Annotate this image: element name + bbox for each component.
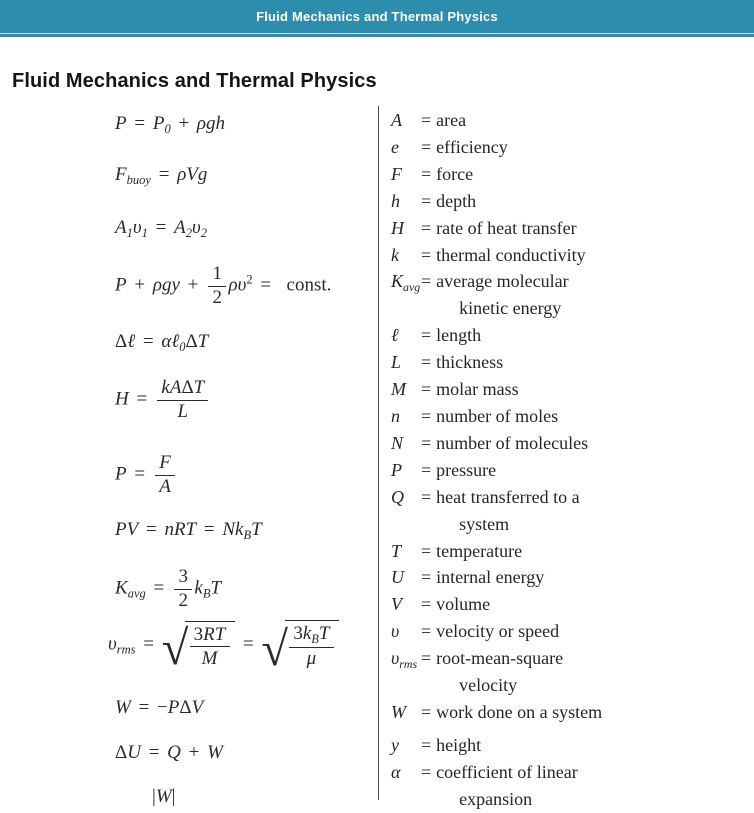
definition-row: [391, 759, 747, 813]
equals-sign: =: [421, 734, 432, 755]
definition-text: coefficient of linear: [436, 761, 578, 782]
column-divider: [378, 106, 379, 800]
page-title: Fluid Mechanics and Thermal Physics: [12, 70, 377, 92]
equals-sign: =: [421, 379, 432, 400]
math-token: h: [391, 190, 400, 211]
definition-row: [391, 107, 747, 134]
math-token: V: [191, 697, 204, 718]
variable-definition: [436, 134, 508, 161]
radicand: [185, 621, 235, 670]
definition-text: velocity or speed: [436, 621, 560, 642]
math-token: T: [193, 377, 205, 398]
equation-ideal-gas-law: [115, 519, 262, 542]
definition-text: rate of heat transfer: [436, 217, 577, 238]
variable-symbol: [391, 591, 421, 618]
math-token: =: [135, 633, 162, 655]
math-token: P: [115, 463, 127, 485]
variable-symbol: [391, 403, 421, 430]
variable-definition: [436, 591, 490, 618]
math-token: RT: [203, 623, 226, 645]
equation-continuity: [115, 217, 207, 240]
variable-symbol: [391, 268, 421, 301]
fraction: [174, 566, 192, 612]
math-token: ρgy: [152, 274, 180, 296]
variable-definition: [436, 268, 568, 322]
definition-text: temperature: [436, 540, 523, 561]
math-token: ρVg: [177, 164, 208, 185]
variable-definition: [436, 430, 588, 457]
definition-text: force: [436, 163, 474, 184]
definition-continuation: velocity: [459, 675, 518, 696]
math-token: A: [159, 475, 171, 497]
math-token: +: [126, 274, 153, 296]
math-token: P: [115, 113, 127, 134]
variable-definition: [436, 322, 481, 349]
definition-row: [391, 376, 747, 403]
math-token: υ: [108, 633, 117, 655]
math-token: Δ: [115, 331, 128, 352]
math-token: M: [391, 379, 406, 400]
equation-avg-kinetic-energy: [115, 566, 221, 612]
variable-symbol: [391, 699, 421, 726]
denominator: [190, 647, 230, 669]
denominator: [289, 648, 334, 670]
math-token: 1: [141, 226, 148, 240]
math-token: P: [115, 274, 127, 296]
math-token: Δ: [185, 331, 198, 352]
math-token: B: [311, 631, 319, 646]
math-token: rms: [399, 656, 418, 671]
denominator: [174, 590, 192, 612]
math-token: buoy: [126, 173, 151, 187]
denominator: [155, 476, 175, 498]
definition-row: [391, 430, 747, 457]
math-token: A: [391, 110, 402, 130]
math-token: F: [391, 163, 402, 184]
equation-efficiency-partial: [152, 786, 175, 808]
variable-definition: [436, 484, 579, 538]
equation-work-on-gas: [115, 697, 203, 719]
equals-sign: =: [421, 163, 432, 184]
math-token: M: [201, 647, 218, 669]
definition-text: root-mean-square: [436, 648, 564, 669]
math-token: =: [128, 388, 155, 410]
math-token: T: [318, 622, 330, 644]
variable-definition: [436, 564, 544, 591]
math-token: k: [391, 244, 399, 265]
math-token: 3: [193, 623, 204, 645]
equals-sign: =: [421, 136, 432, 157]
math-token: =: [126, 463, 153, 485]
radicand: [285, 620, 340, 670]
math-token: =: [126, 113, 153, 134]
equals-sign: =: [421, 110, 432, 130]
math-token: 0: [164, 122, 171, 136]
variable-symbol: [391, 484, 421, 511]
math-token: F: [159, 452, 171, 473]
math-token: ρυ: [228, 274, 247, 296]
math-token: +: [170, 113, 197, 134]
definition-text: heat transferred to a: [436, 486, 580, 507]
definition-row: [391, 188, 747, 215]
equals-sign: =: [421, 405, 432, 426]
definition-row: [391, 457, 747, 484]
fraction: [208, 263, 226, 309]
fraction: [157, 377, 208, 423]
equals-sign: =: [421, 325, 432, 346]
variable-symbol: [391, 215, 421, 242]
variable-definition: [436, 242, 585, 269]
variable-symbol: [391, 322, 421, 349]
variable-definition: [436, 188, 476, 215]
math-token: 2: [178, 589, 188, 611]
math-token: V: [391, 594, 402, 615]
numerator: [208, 263, 226, 287]
math-token: υ: [191, 217, 201, 238]
definition-text: molar mass: [436, 379, 519, 400]
math-token: k: [194, 577, 203, 599]
definition-text: internal energy: [436, 567, 545, 588]
math-token: avg: [127, 586, 146, 601]
definition-text: depth: [436, 190, 477, 211]
math-token: U: [127, 742, 141, 763]
definition-row: [391, 618, 747, 645]
math-token: =: [140, 742, 168, 763]
equation-first-law-thermodynamics: [115, 742, 223, 764]
variable-symbol: [391, 349, 421, 376]
definition-row: [391, 161, 747, 188]
equals-sign: =: [421, 486, 432, 507]
math-token: rms: [116, 642, 136, 657]
math-token: +: [180, 742, 208, 763]
math-token: H: [115, 388, 129, 410]
math-token: 3: [178, 566, 188, 587]
math-token: ℓ: [391, 325, 399, 346]
variable-symbol: [391, 188, 421, 215]
math-token: W: [155, 786, 172, 807]
variable-symbol: [391, 457, 421, 484]
definition-row: [391, 215, 747, 242]
math-token: υ: [391, 621, 400, 642]
math-token: ρgh: [196, 113, 226, 134]
definition-row: [391, 242, 747, 269]
math-token: 1: [126, 226, 133, 240]
equals-sign: =: [421, 540, 432, 561]
variable-symbol: [391, 242, 421, 269]
math-token: =: [138, 519, 165, 540]
definition-row: [391, 732, 747, 759]
variable-symbol: [391, 732, 421, 759]
variable-definition: [436, 618, 559, 645]
math-token: K: [115, 577, 128, 599]
definition-row: [391, 403, 747, 430]
math-token: T: [210, 577, 222, 599]
math-token: P: [152, 113, 165, 134]
definition-text: height: [436, 734, 482, 755]
definition-text: number of molecules: [436, 432, 589, 453]
math-token: 2: [185, 226, 192, 240]
math-token: Δ: [179, 697, 192, 718]
math-token: =: [235, 633, 262, 655]
math-token: n: [391, 405, 400, 426]
equation-bernoulli: [115, 263, 331, 309]
equals-sign: =: [421, 594, 432, 615]
equals-sign: =: [421, 621, 432, 642]
math-token: W: [115, 697, 131, 718]
section-header-title: Fluid Mechanics and Thermal Physics: [256, 9, 498, 24]
math-token: U: [391, 567, 404, 588]
definition-row: [391, 564, 747, 591]
definition-row: [391, 322, 747, 349]
math-token: T: [391, 540, 402, 561]
numerator: [289, 623, 334, 648]
square-root: [261, 620, 339, 676]
variable-definition: [436, 107, 466, 134]
definition-text: work done on a system: [436, 701, 603, 722]
definition-continuation: system: [459, 513, 510, 534]
definition-row: [391, 268, 747, 322]
equals-sign: =: [421, 701, 432, 722]
variable-definition: [436, 161, 473, 188]
variable-definition: [436, 349, 503, 376]
variable-definition: [436, 699, 602, 726]
variable-definition: [436, 403, 558, 430]
definition-continuation: kinetic energy: [459, 298, 562, 319]
math-token: avg: [403, 280, 421, 295]
math-token: = const.: [252, 274, 332, 296]
math-token: υ: [391, 648, 400, 669]
variable-definition: [436, 645, 563, 699]
math-token: ℓ: [127, 331, 136, 352]
definition-text: number of moles: [436, 405, 559, 426]
fraction: [289, 623, 334, 670]
definition-text: volume: [436, 594, 491, 615]
math-token: T: [251, 519, 262, 540]
definition-row: [391, 645, 747, 699]
math-token: B: [243, 528, 252, 542]
math-token: nRT: [164, 519, 197, 540]
math-token: 2: [246, 272, 253, 287]
definition-row: [391, 538, 747, 565]
numerator: [174, 566, 192, 590]
equals-sign: =: [421, 567, 432, 588]
definition-text: thickness: [436, 352, 504, 373]
definition-row: [391, 484, 747, 538]
math-token: =: [147, 217, 175, 238]
equals-sign: =: [421, 271, 432, 292]
definition-text: thermal conductivity: [436, 244, 586, 265]
radical-icon: √: [161, 621, 189, 675]
equals-sign: =: [421, 217, 432, 238]
numerator: [190, 624, 230, 648]
math-token: T: [197, 331, 209, 352]
math-token: P: [391, 459, 402, 480]
definition-text: length: [436, 325, 482, 346]
variable-symbol: [391, 759, 421, 786]
variable-definition: [436, 732, 481, 759]
math-token: +: [179, 274, 207, 296]
numerator: [157, 377, 208, 401]
definition-row: [391, 134, 747, 161]
math-token: B: [202, 586, 211, 601]
variable-symbol: [391, 107, 421, 134]
variable-symbol: [391, 645, 421, 678]
math-token: 2: [200, 226, 207, 240]
square-root: [161, 621, 235, 675]
math-token: Q: [391, 486, 404, 507]
definition-text: efficiency: [436, 136, 508, 157]
definition-text: pressure: [436, 459, 497, 480]
math-token: = −: [130, 697, 168, 718]
math-token: =: [196, 519, 223, 540]
numerator: [155, 452, 175, 476]
math-token: k: [302, 622, 312, 644]
equation-pressure-force-area: [115, 452, 177, 498]
math-token: y: [391, 734, 399, 755]
equals-sign: =: [421, 352, 432, 373]
math-token: Δ: [181, 377, 194, 398]
equation-rms-speed: [108, 620, 339, 676]
equals-sign: =: [421, 459, 432, 480]
math-token: =: [150, 164, 178, 185]
variable-symbol: [391, 564, 421, 591]
math-token: α: [391, 761, 401, 782]
math-token: 0: [179, 340, 186, 354]
definitions-column: [391, 107, 747, 813]
variable-symbol: [391, 430, 421, 457]
section-header-bar: [0, 0, 754, 34]
definition-text: average molecular: [436, 271, 569, 292]
math-token: K: [391, 271, 404, 292]
math-token: υ: [132, 217, 142, 238]
math-token: e: [391, 136, 399, 157]
variable-symbol: [391, 376, 421, 403]
math-token: =: [135, 331, 162, 352]
fraction: [155, 452, 175, 498]
equals-sign: =: [421, 761, 432, 782]
equals-sign: =: [421, 190, 432, 211]
variable-definition: [436, 457, 496, 484]
variable-definition: [436, 376, 519, 403]
math-token: L: [177, 400, 189, 422]
variable-definition: [436, 538, 522, 565]
math-token: A: [115, 217, 127, 238]
equals-sign: =: [421, 432, 432, 453]
math-token: αℓ: [161, 331, 180, 352]
math-token: kA: [161, 377, 182, 398]
equation-hydrostatic-pressure: [115, 113, 225, 136]
math-token: 3: [293, 622, 303, 644]
equals-sign: =: [421, 244, 432, 265]
math-token: =: [145, 577, 172, 599]
math-token: H: [391, 217, 404, 238]
variable-definition: [436, 759, 578, 813]
math-token: 1: [212, 263, 223, 284]
equation-heat-transfer-rate: [115, 377, 211, 423]
definition-row: [391, 349, 747, 376]
math-token: P: [167, 697, 180, 718]
variable-symbol: [391, 161, 421, 188]
variable-symbol: [391, 134, 421, 161]
equals-sign: =: [421, 648, 432, 669]
denominator: [208, 287, 226, 309]
math-token: Δ: [115, 742, 128, 763]
math-token: W: [391, 701, 406, 722]
math-token: F: [115, 164, 127, 185]
definition-row: [391, 591, 747, 618]
math-token: 2: [212, 286, 223, 308]
equation-linear-thermal-expansion: [115, 331, 208, 354]
variable-definition: [436, 215, 576, 242]
variable-symbol: [391, 618, 421, 645]
math-token: N: [391, 432, 404, 453]
math-token: A: [174, 217, 186, 238]
math-token: L: [391, 352, 402, 373]
definition-row: [391, 699, 747, 726]
math-token: |: [152, 786, 156, 807]
math-token: PV: [115, 519, 139, 540]
math-token: W: [207, 742, 223, 763]
math-token: Q: [167, 742, 181, 763]
definition-continuation: expansion: [459, 788, 533, 809]
variable-symbol: [391, 538, 421, 565]
definition-text: area: [436, 110, 467, 130]
math-token: |: [171, 786, 176, 807]
equation-buoyant-force: [115, 164, 207, 187]
fraction: [190, 624, 230, 670]
denominator: [157, 401, 208, 423]
math-token: Nk: [222, 519, 244, 540]
math-token: μ: [306, 648, 317, 670]
radical-icon: √: [261, 622, 289, 676]
